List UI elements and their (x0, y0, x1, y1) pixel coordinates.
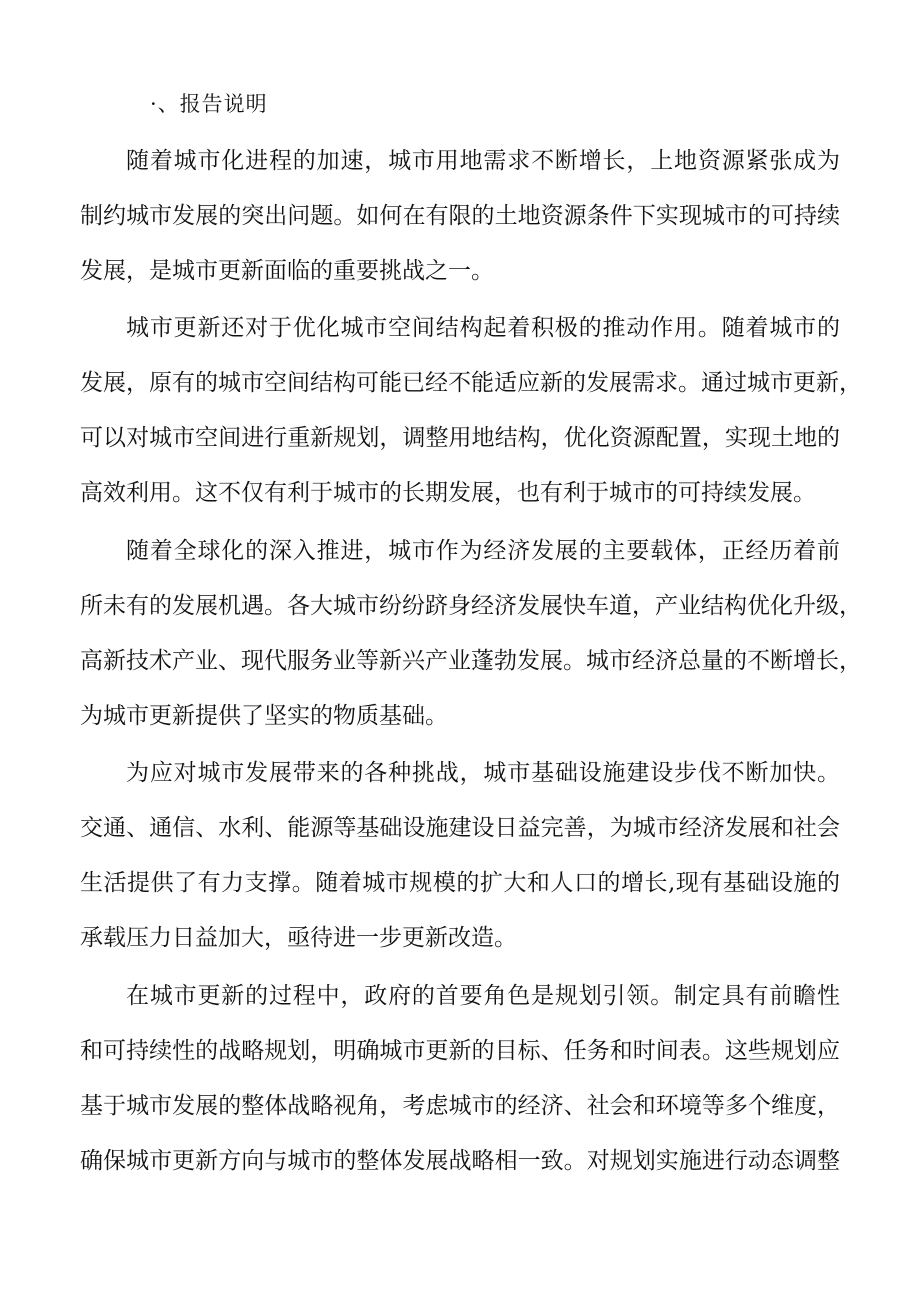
paragraph-3 (80, 524, 862, 744)
paragraph-line: 随着城市化进程的加速，城市用地需求不断增长，上地资源紧张成为 (126, 148, 840, 174)
paragraph-line: 城市更新还对于优化城市空间结构起着积极的推动作用。随着城市的 (126, 315, 840, 341)
paragraph-line: 随着全球化的深入推进，城市作为经济发展的主要载体，正经历着前 (126, 538, 840, 564)
paragraph-2 (80, 301, 862, 521)
paragraph-line: 为应对城市发展带来的各种挑战，城市基础设施建设步伐不断加快。 (126, 760, 840, 786)
paragraph-line: 为城市更新提供了坚实的物质基础。 (80, 703, 448, 729)
paragraph-line: 可以对城市空间进行重新规划，调整用地结构，优化资源配置，实现土地的 (80, 425, 840, 451)
section-heading: ·、报告说明 (150, 92, 268, 116)
paragraph-1 (80, 134, 840, 299)
paragraph-line: 确保城市更新方向与城市的整体发展战略相一致。对规划实施进行动态调整 (80, 1148, 840, 1174)
paragraph-line: 高效利用。这不仅有利于城市的长期发展，也有利于城市的可持续发展。 (80, 480, 816, 506)
paragraph-line: 制约城市发展的突出问题。如何在有限的土地资源条件下实现城市的可持续 (80, 203, 840, 229)
paragraph-line: 承载压力日益加大，亟待进一步更新改造。 (80, 925, 517, 951)
paragraph-line: 发展，是城市更新面临的重要挑战之一。 (80, 258, 494, 284)
paragraph-line: 生活提供了有力支撑。随着城市规模的扩大和人口的增长,现有基础设施的 (80, 870, 840, 896)
paragraph-line: 和可持续性的战略规划，明确城市更新的目标、任务和时间表。这些规划应 (80, 1038, 840, 1064)
paragraph-line: 发展，原有的城市空间结构可能已经不能适应新的发展需求。通过城市更新， (80, 370, 862, 396)
paragraph-5 (80, 969, 840, 1189)
paragraph-line: 所未有的发展机遇。各大城市纷纷跻身经济发展快车道，产业结构优化升级， (80, 593, 862, 619)
paragraph-4 (80, 746, 840, 966)
paragraph-line: 高新技术产业、现代服务业等新兴产业蓬勃发展。城市经济总量的不断增长， (80, 648, 862, 674)
paragraph-line: 在城市更新的过程中，政府的首要角色是规划引领。制定具有前瞻性 (126, 983, 840, 1009)
paragraph-line: 基于城市发展的整体战略视角，考虑城市的经济、社会和环境等多个维度， (80, 1093, 840, 1119)
paragraph-line: 交通、通信、水利、能源等基础设施建设日益完善，为城市经济发展和社会 (80, 815, 840, 841)
